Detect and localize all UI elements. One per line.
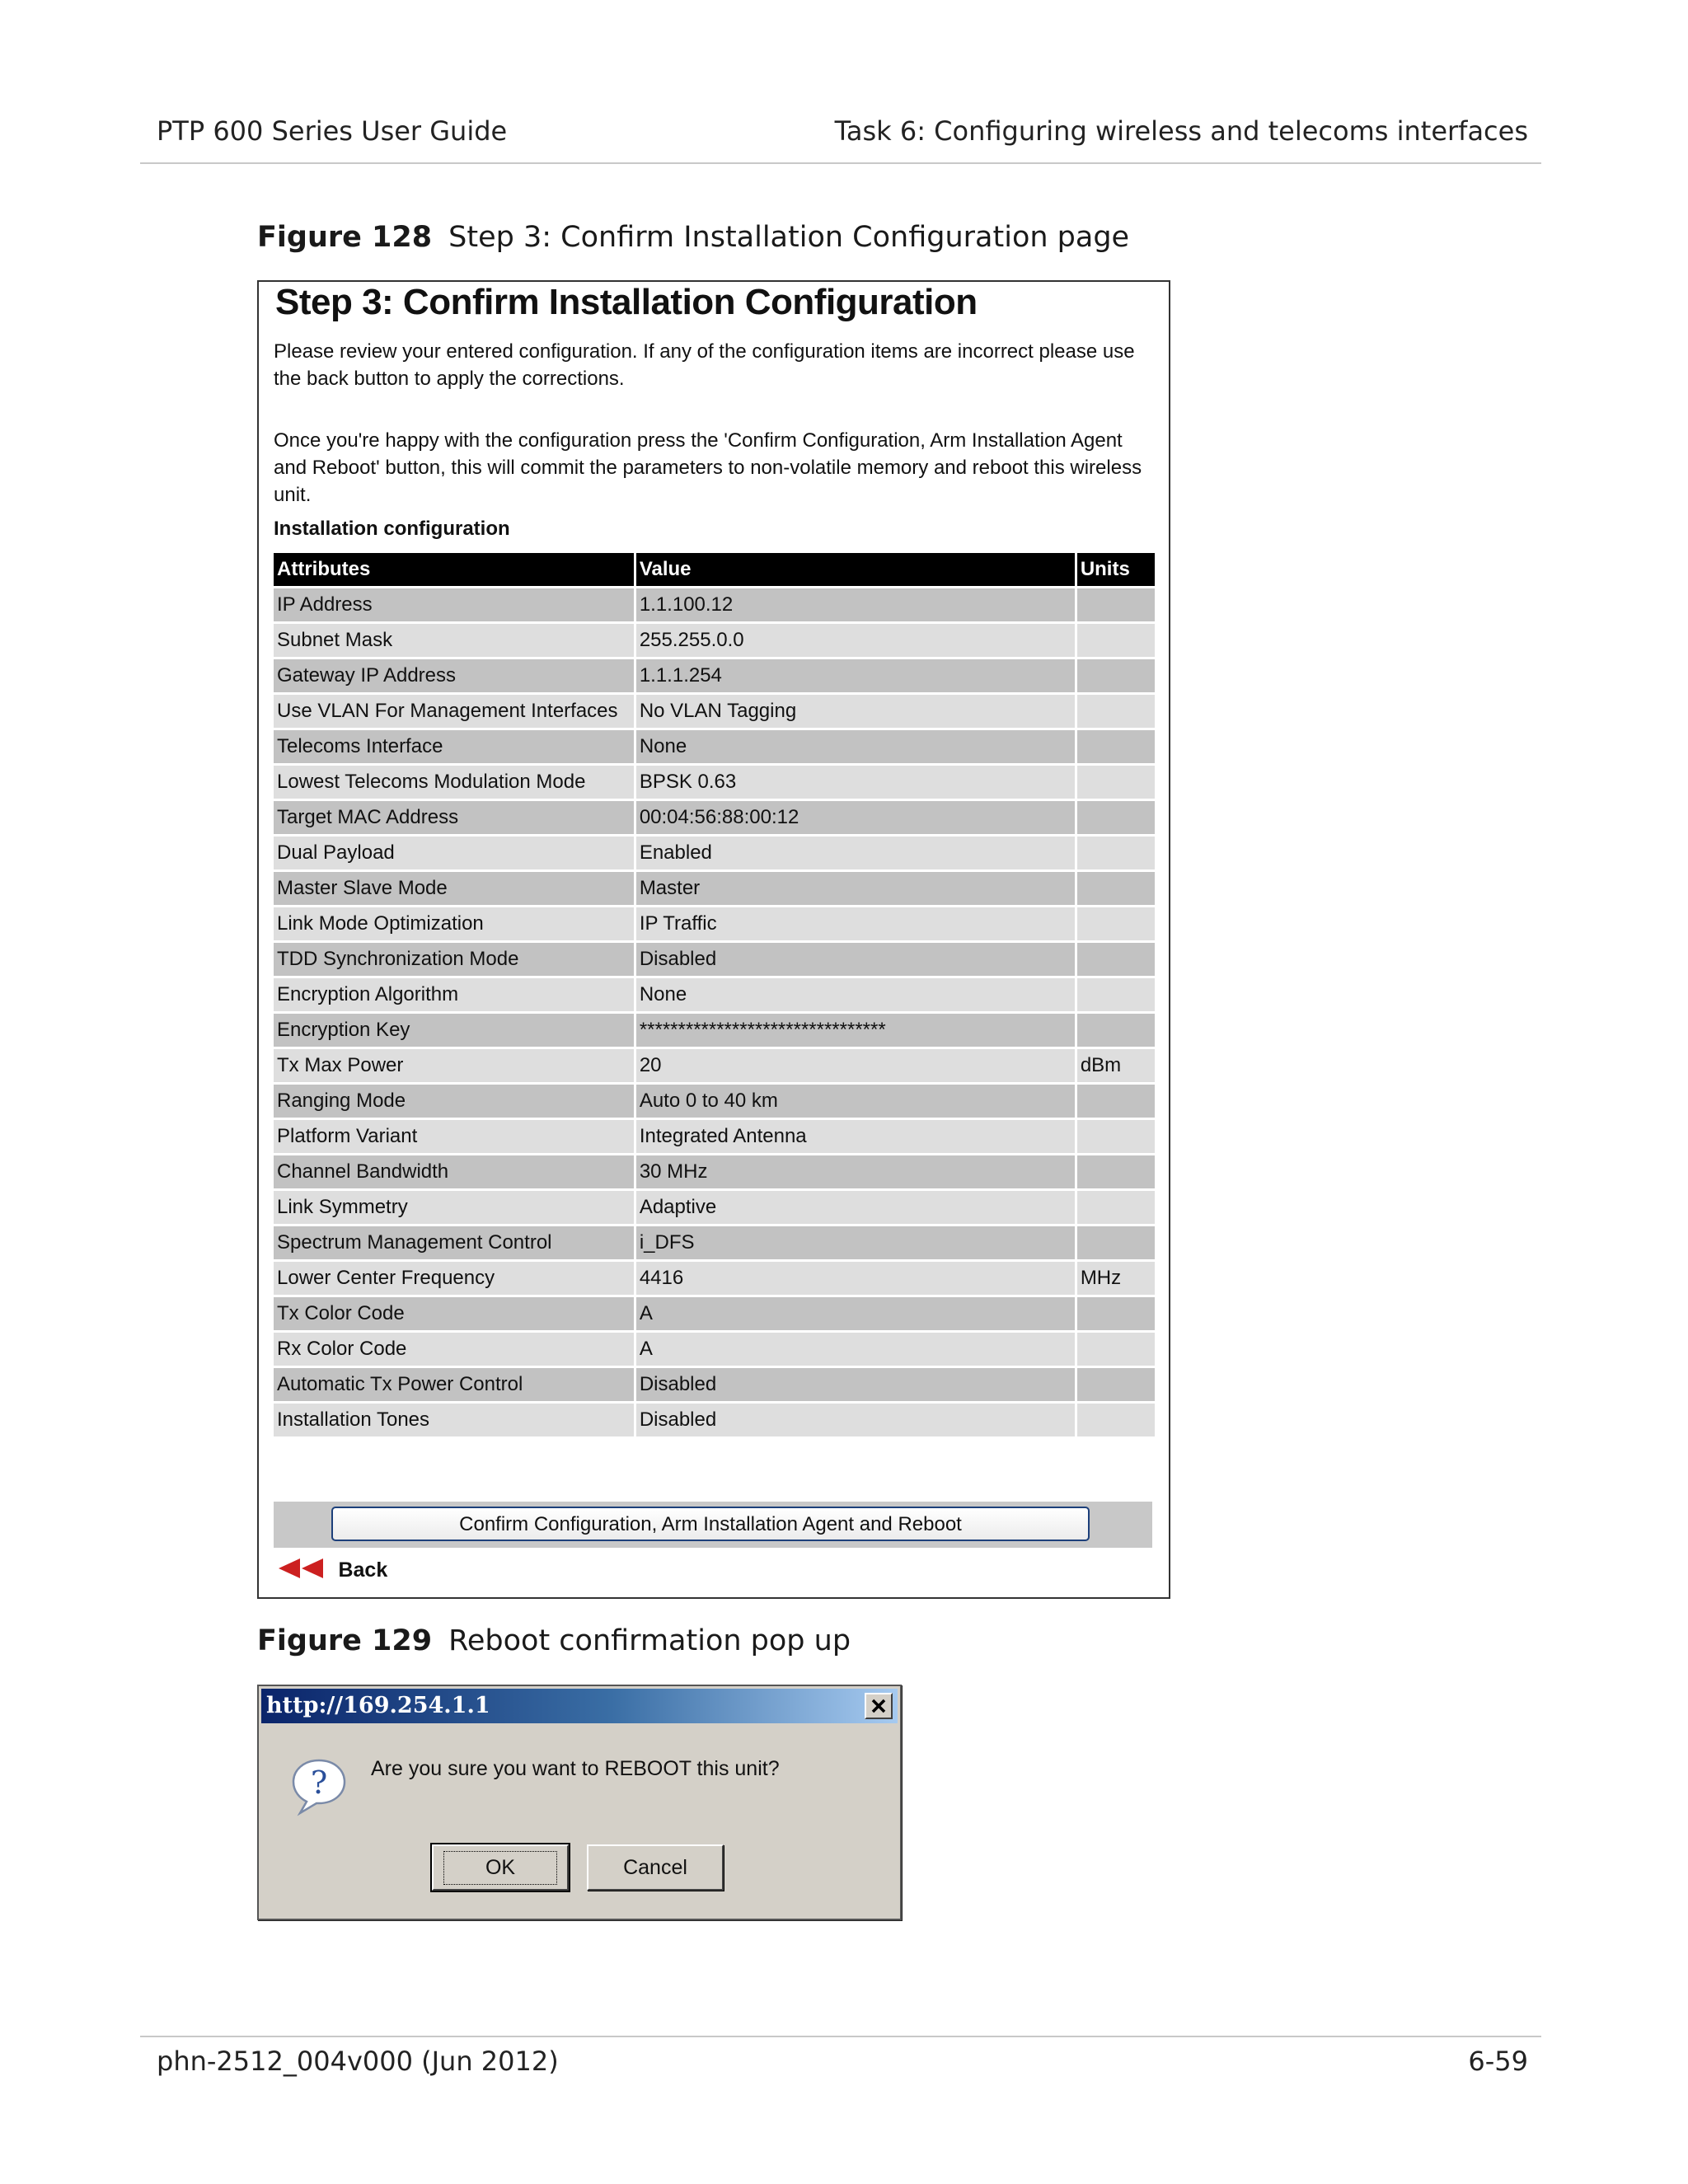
value-cell: 4416	[636, 1262, 1075, 1295]
attribute-cell: Automatic Tx Power Control	[274, 1368, 634, 1401]
value-cell: 255.255.0.0	[636, 624, 1075, 657]
attribute-cell: Platform Variant	[274, 1120, 634, 1153]
attribute-cell: TDD Synchronization Mode	[274, 943, 634, 976]
table-row	[274, 1226, 1155, 1259]
units-cell	[1077, 1014, 1155, 1047]
confirm-reboot-button[interactable]: Confirm Configuration, Arm Installation Agent and Reboot	[331, 1507, 1090, 1541]
units-cell	[1077, 801, 1155, 834]
table-row	[274, 1155, 1155, 1188]
value-cell: Adaptive	[636, 1191, 1075, 1224]
attribute-cell: Dual Payload	[274, 837, 634, 869]
attribute-cell: Installation Tones	[274, 1404, 634, 1436]
attribute-cell: Lower Center Frequency	[274, 1262, 634, 1295]
attribute-cell: Encryption Key	[274, 1014, 634, 1047]
table-row	[274, 1085, 1155, 1118]
running-header-right: Task 6: Configuring wireless and telecoms interfaces	[834, 115, 1528, 147]
attribute-cell: Tx Color Code	[274, 1297, 634, 1330]
units-cell	[1077, 624, 1155, 657]
units-cell	[1077, 1155, 1155, 1188]
value-cell: No VLAN Tagging	[636, 695, 1075, 728]
units-cell	[1077, 872, 1155, 905]
header-divider	[140, 162, 1541, 164]
attribute-cell: Rx Color Code	[274, 1333, 634, 1366]
button-bar	[274, 1502, 1152, 1548]
footer-divider	[140, 2036, 1541, 2037]
value-cell: IP Traffic	[636, 907, 1075, 940]
units-cell	[1077, 1368, 1155, 1401]
table-header-row	[274, 553, 1155, 586]
value-cell: Integrated Antenna	[636, 1120, 1075, 1153]
units-cell	[1077, 907, 1155, 940]
units-cell	[1077, 695, 1155, 728]
table-row	[274, 1404, 1155, 1436]
units-cell	[1077, 943, 1155, 976]
question-icon	[288, 1755, 349, 1820]
figure-129-number: Figure 129	[257, 1624, 433, 1657]
value-cell: None	[636, 978, 1075, 1011]
table-row	[274, 624, 1155, 657]
table-row	[274, 588, 1155, 621]
table-row	[274, 872, 1155, 905]
table-row	[274, 907, 1155, 940]
attribute-cell: Ranging Mode	[274, 1085, 634, 1118]
table-row	[274, 837, 1155, 869]
table-row	[274, 801, 1155, 834]
value-cell: Master	[636, 872, 1075, 905]
table-row	[274, 1120, 1155, 1153]
units-cell: dBm	[1077, 1049, 1155, 1082]
close-icon	[870, 1698, 887, 1714]
units-cell	[1077, 1085, 1155, 1118]
dialog-close-button[interactable]	[865, 1693, 893, 1719]
units-cell	[1077, 1120, 1155, 1153]
ok-button-label: OK	[443, 1851, 557, 1885]
svg-text:?: ?	[310, 1765, 328, 1801]
table-row	[274, 730, 1155, 763]
table-row	[274, 1262, 1155, 1295]
attribute-cell: Subnet Mask	[274, 624, 634, 657]
attribute-cell: Telecoms Interface	[274, 730, 634, 763]
units-cell	[1077, 659, 1155, 692]
back-link[interactable]	[279, 1558, 387, 1591]
value-cell: A	[636, 1297, 1075, 1330]
attribute-cell: IP Address	[274, 588, 634, 621]
attribute-cell: Master Slave Mode	[274, 872, 634, 905]
units-cell	[1077, 1333, 1155, 1366]
reboot-confirm-dialog	[257, 1685, 902, 1920]
value-cell: Disabled	[636, 943, 1075, 976]
table-row	[274, 1333, 1155, 1366]
units-cell	[1077, 766, 1155, 799]
attribute-cell: Target MAC Address	[274, 801, 634, 834]
attribute-cell: Use VLAN For Management Interfaces	[274, 695, 634, 728]
units-cell	[1077, 837, 1155, 869]
table-row	[274, 659, 1155, 692]
header-value: Value	[636, 553, 1075, 586]
value-cell: None	[636, 730, 1075, 763]
units-cell	[1077, 978, 1155, 1011]
units-cell	[1077, 1191, 1155, 1224]
table-row	[274, 695, 1155, 728]
units-cell	[1077, 730, 1155, 763]
figure-128-caption	[257, 221, 1129, 254]
instructions-paragraph-2: Once you're happy with the configuration press the 'Confirm Configuration, Arm Installation Agent and Reboot' button, this will commit the parameters to non-volatile memory and reboot this wireless unit.	[274, 429, 1142, 506]
value-cell: BPSK 0.63	[636, 766, 1075, 799]
value-cell: i_DFS	[636, 1226, 1075, 1259]
cancel-button[interactable]: Cancel	[587, 1844, 724, 1891]
dialog-title-bar[interactable]	[261, 1689, 898, 1723]
attribute-cell: Link Mode Optimization	[274, 907, 634, 940]
ok-button[interactable]	[432, 1844, 569, 1891]
table-row	[274, 766, 1155, 799]
attribute-cell: Link Symmetry	[274, 1191, 634, 1224]
figure-128-caption-text: Step 3: Confirm Installation Configuration page	[448, 221, 1130, 254]
attribute-cell: Channel Bandwidth	[274, 1155, 634, 1188]
header-attributes: Attributes	[274, 553, 634, 586]
table-body	[274, 588, 1155, 1436]
page-title: Step 3: Confirm Installation Configuration	[275, 282, 978, 322]
table-row	[274, 1049, 1155, 1082]
figure-129-caption	[257, 1624, 851, 1657]
section-label: Installation configuration	[274, 518, 510, 540]
attribute-cell: Gateway IP Address	[274, 659, 634, 692]
attribute-cell: Spectrum Management Control	[274, 1226, 634, 1259]
value-cell: 1.1.100.12	[636, 588, 1075, 621]
table-row	[274, 1368, 1155, 1401]
header-units: Units	[1077, 553, 1155, 586]
units-cell	[1077, 1226, 1155, 1259]
figure-128-number: Figure 128	[257, 221, 433, 254]
attribute-cell: Tx Max Power	[274, 1049, 634, 1082]
value-cell: Auto 0 to 40 km	[636, 1085, 1075, 1118]
figure-129-caption-text: Reboot confirmation pop up	[448, 1624, 851, 1657]
attribute-cell: Encryption Algorithm	[274, 978, 634, 1011]
value-cell: Disabled	[636, 1368, 1075, 1401]
value-cell: 1.1.1.254	[636, 659, 1075, 692]
running-header-left: PTP 600 Series User Guide	[157, 115, 508, 147]
value-cell: ********************************	[636, 1014, 1075, 1047]
installation-config-table	[271, 551, 1157, 1439]
table-row	[274, 1191, 1155, 1224]
footer-doc-id: phn-2512_004v000 (Jun 2012)	[157, 2046, 559, 2077]
value-cell: Disabled	[636, 1404, 1075, 1436]
dialog-message: Are you sure you want to REBOOT this unit?	[371, 1757, 780, 1780]
units-cell	[1077, 1404, 1155, 1436]
table-row	[274, 978, 1155, 1011]
table-row	[274, 1297, 1155, 1330]
footer-page-number: 6-59	[1468, 2046, 1528, 2077]
back-label: Back	[338, 1558, 388, 1582]
confirm-installation-page	[257, 280, 1170, 1599]
value-cell: Enabled	[636, 837, 1075, 869]
table-row	[274, 1014, 1155, 1047]
instructions-paragraph-1: Please review your entered configuration. If any of the configuration items are incorrect please use the back button to apply the corrections.	[274, 340, 1135, 390]
units-cell	[1077, 588, 1155, 621]
table-row	[274, 943, 1155, 976]
value-cell: A	[636, 1333, 1075, 1366]
value-cell: 30 MHz	[636, 1155, 1075, 1188]
double-left-arrow-icon	[279, 1558, 323, 1583]
attribute-cell: Lowest Telecoms Modulation Mode	[274, 766, 634, 799]
value-cell: 20	[636, 1049, 1075, 1082]
dialog-title: http://169.254.1.1	[266, 1693, 490, 1718]
value-cell: 00:04:56:88:00:12	[636, 801, 1075, 834]
units-cell: MHz	[1077, 1262, 1155, 1295]
units-cell	[1077, 1297, 1155, 1330]
